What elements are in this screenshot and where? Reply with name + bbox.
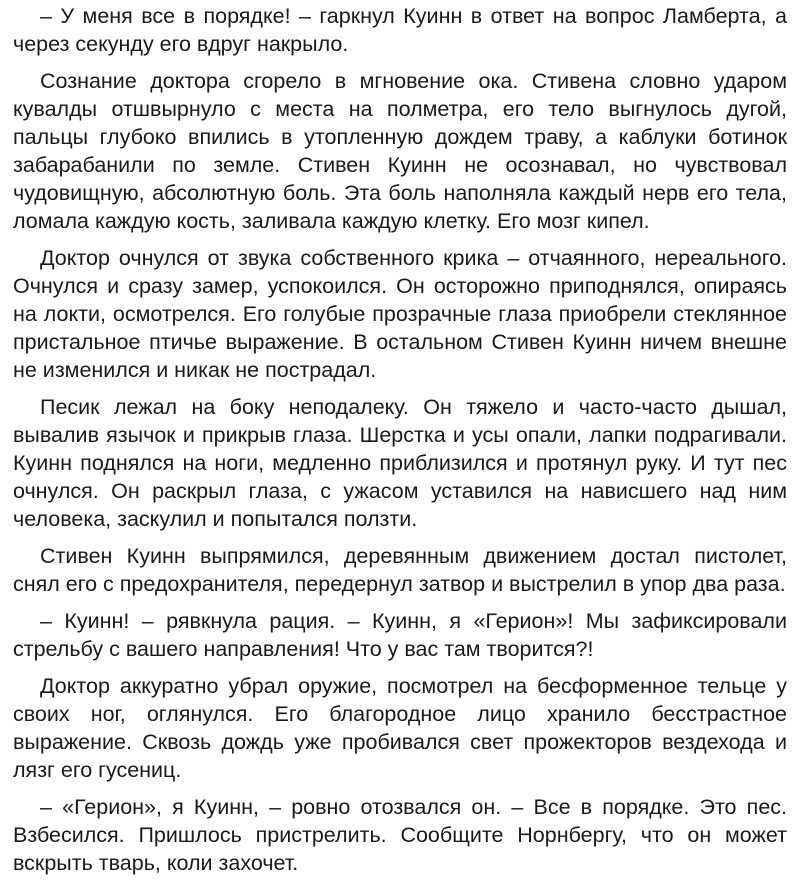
paragraph-7: Доктор аккуратно убрал оружие, посмотрел на бесформенное тельце у своих ног, оглянулся. Его благородное лицо хранило бесстрастное выражение. Сквозь дождь уже пробивался свет прожекторов вездехода и лязг его гусениц.: [13, 674, 787, 782]
paragraph-6: – Куинн! – рявкнула рация. – Куинн, я «Герион»! Мы зафиксировали стрельбу с вашего направления! Что у вас там творится?!: [13, 609, 787, 661]
paragraph-5: Стивен Куинн выпрямился, деревянным движением достал пистолет, снял его с предохранителя, передернул затвор и выстрелил в упор два раза.: [13, 544, 787, 596]
paragraph-2: Сознание доктора сгорело в мгновение ока. Стивена словно ударом кувалды отшвырнуло с места на полметра, его тело выгнулось дугой, пальцы глубоко впились в утопленную дождем траву, а каблуки ботинок забарабанили по земле. Стивен Куинн не осознавал, но чувствовал чудовищную, абсолютную боль. Эта боль наполняла каждый нерв его тела, ломала каждую кость, заливала каждую клетку. Его мозг кипел.: [13, 69, 787, 233]
paragraph-4: Песик лежал на боку неподалеку. Он тяжело и часто-часто дышал, вывалив язычок и прикрыв глаза. Шерстка и усы опали, лапки подрагивали. Куинн поднялся на ноги, медленно приблизился и протянул руку. И тут пес очнулся. Он раскрыл глаза, с ужасом уставился на нависшего над ним человека, заскулил и попытался ползти.: [13, 395, 787, 531]
paragraph-8: – «Герион», я Куинн, – ровно отозвался он. – Все в порядке. Это пес. Взбесился. Пришлось пристрелить. Сообщите Норнбергу, что он может вскрыть тварь, коли захочет.: [13, 795, 787, 875]
paragraph-3: Доктор очнулся от звука собственного крика – отчаянного, нереального. Очнулся и сразу замер, успокоился. Он осторожно приподнялся, опираясь на локти, осмотрелся. Его голубые прозрачные глаза приобрели стеклянное пристальное птичье выражение. В остальном Стивен Куинн ничем внешне не изменился и никак не пострадал.: [13, 246, 787, 382]
paragraph-1: – У меня все в порядке! – гаркнул Куинн в ответ на вопрос Ламберта, а через секунду его вдруг накрыло.: [13, 4, 787, 56]
